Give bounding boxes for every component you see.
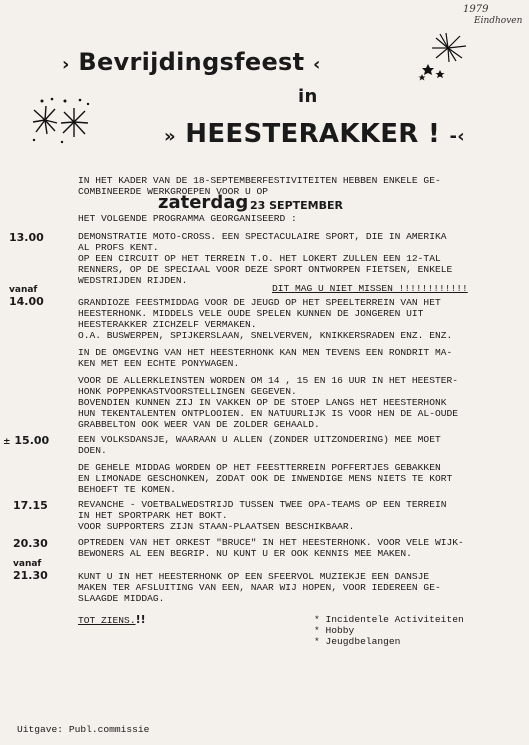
program-item-6: KUNT U IN HET HEESTERHONK OP EEN SFEERVOL MUZIEKJE EEN DANSJE MAKEN TER AFSLUITING VAN EEN, NAAR WIJ HOPEN, VOOR IEDEREEN GE- SLAAGDE MIDDAG. bbox=[78, 571, 441, 604]
program-item-4: REVANCHE - VOETBALWEDSTRIJD TUSSEN TWEE OPA-TEAMS OP EEN TERREIN IN HET SPORTPARK HET BOKT. VOOR SUPPORTERS ZIJN STAAN-PLAATSEN BESCHIKBAAR. bbox=[78, 499, 447, 532]
title-line-2: in bbox=[298, 86, 318, 107]
title-mark-right-3: -‹ bbox=[449, 126, 465, 147]
program-item-2: GRANDIOZE FEESTMIDDAG VOOR DE JEUGD OP HET SPEELTERREIN VAN HET HEESTERHONK. MIDDELS VELE OUDE SPELEN KUNNEN DE JONGEREN UIT HEESTERAKKER ZICHZELF VERMAKEN. O.A. BUSWERPEN, SPIJKERSLAAN, SNELVERVEN, KNIKKERSRADEN ENZ. ENZ. IN DE OMGEVING VAN HET HEESTERHONK KAN MEN TEVENS EEN RONDRIT MA- KEN MET EEN ECHTE PONYWAGEN. VOOR DE ALLERKLEINSTEN WORDEN OM 14 , 15 EN 16 UUR IN HET HEESTER- HONK POPPENKASTVOORSTELLINGEN GEGEVEN. BOVENDIEN KUNNEN ZIJ IN VAKKEN OP DE STOEP LANGS HET HEESTERHONK HUN TEKENTALENTEN ONTPLOOIEN. EN NATUURLIJK IS VOOR HEN DE AL-OUDE GRABBELTON OOK WEER VAN DE ZOLDER GEHAALD. bbox=[78, 297, 458, 430]
firework-right-icon bbox=[418, 30, 476, 82]
intro-line-2: COMBINEERDE WERKGROEPEN VOOR U OP bbox=[78, 186, 268, 197]
title-mark-right: ‹ bbox=[313, 54, 321, 75]
page-subtitle: HEESTERAKKER ! bbox=[185, 119, 441, 149]
program-item-1-tail: DIT MAG U NIET MISSEN !!!!!!!!!!!! bbox=[272, 283, 468, 294]
prefix-vanaf-21: vanaf bbox=[13, 559, 42, 569]
prefix-vanaf-14: vanaf bbox=[9, 285, 38, 295]
time-20-30: 20.30 bbox=[13, 537, 48, 550]
time-21-30: 21.30 bbox=[13, 569, 48, 582]
page-title: Bevrijdingsfeest bbox=[78, 48, 305, 76]
organizer-item: * Hobby bbox=[314, 625, 355, 636]
title-mark-left: › bbox=[62, 54, 70, 75]
program-item-5: OPTREDEN VAN HET ORKEST "BRUCE" IN HET HEESTERHONK. VOOR VELE WIJK- BEWONERS AL EEN BEGRIP. NU KUNT U ER OOK KENNIS MEE MAKEN. bbox=[78, 537, 464, 559]
handwritten-year: 1979 bbox=[463, 4, 489, 15]
time-14-00: 14.00 bbox=[9, 295, 44, 308]
organizer-item: * Jeugdbelangen bbox=[314, 636, 401, 647]
time-17-15: 17.15 bbox=[13, 499, 48, 512]
handwritten-place: Eindhoven bbox=[474, 16, 523, 26]
title-line-1 bbox=[62, 48, 321, 76]
intro-day: zaterdag bbox=[158, 192, 249, 213]
firework-left-icon bbox=[30, 96, 92, 146]
title-line-3 bbox=[164, 119, 465, 149]
footer-publisher: Uitgave: Publ.commissie bbox=[17, 724, 150, 735]
program-item-3: EEN VOLKSDANSJE, WAARAAN U ALLEN (ZONDER UITZONDERING) MEE MOET DOEN. DE GEHELE MIDDAG WORDEN OP HET FEESTTERREIN POFFERTJES GEBAKKEN EN LIMONADE GESCHONKEN, ZODAT OOK DE INWENDIGE MENS NIETS TE KORT BEHOEFT TE KOMEN. bbox=[78, 434, 453, 495]
organizer-item: * Incidentele Activiteiten bbox=[314, 614, 464, 625]
time-13-00: 13.00 bbox=[9, 231, 44, 244]
intro-date: 23 SEPTEMBER bbox=[250, 199, 343, 212]
program-item-1: DEMONSTRATIE MOTO-CROSS. EEN SPECTACULAIRE SPORT, DIE IN AMERIKA AL PROFS KENT. OP EEN CIRCUIT OP HET TERREIN T.O. HET LOKERT ZULLEN EEN 12-TAL RENNERS, OP DE SPECIAAL VOOR DEZE SPORT ONTWORPEN FIETSEN, ENKELE WEDSTRIJDEN RIJDEN. bbox=[78, 231, 453, 286]
time-15-00: ± 15.00 bbox=[3, 434, 50, 447]
intro-block bbox=[78, 175, 441, 197]
title-mark-left-3: » bbox=[164, 126, 176, 147]
closing-text: TOT ZIENS.!! bbox=[78, 613, 146, 626]
organizers-list bbox=[314, 614, 464, 647]
intro-line-4: HET VOLGENDE PROGRAMMA GEORGANISEERD : bbox=[78, 213, 297, 224]
intro-line-1: IN HET KADER VAN DE 18-SEPTEMBERFESTIVITEITEN HEBBEN ENKELE GE- bbox=[78, 175, 441, 186]
